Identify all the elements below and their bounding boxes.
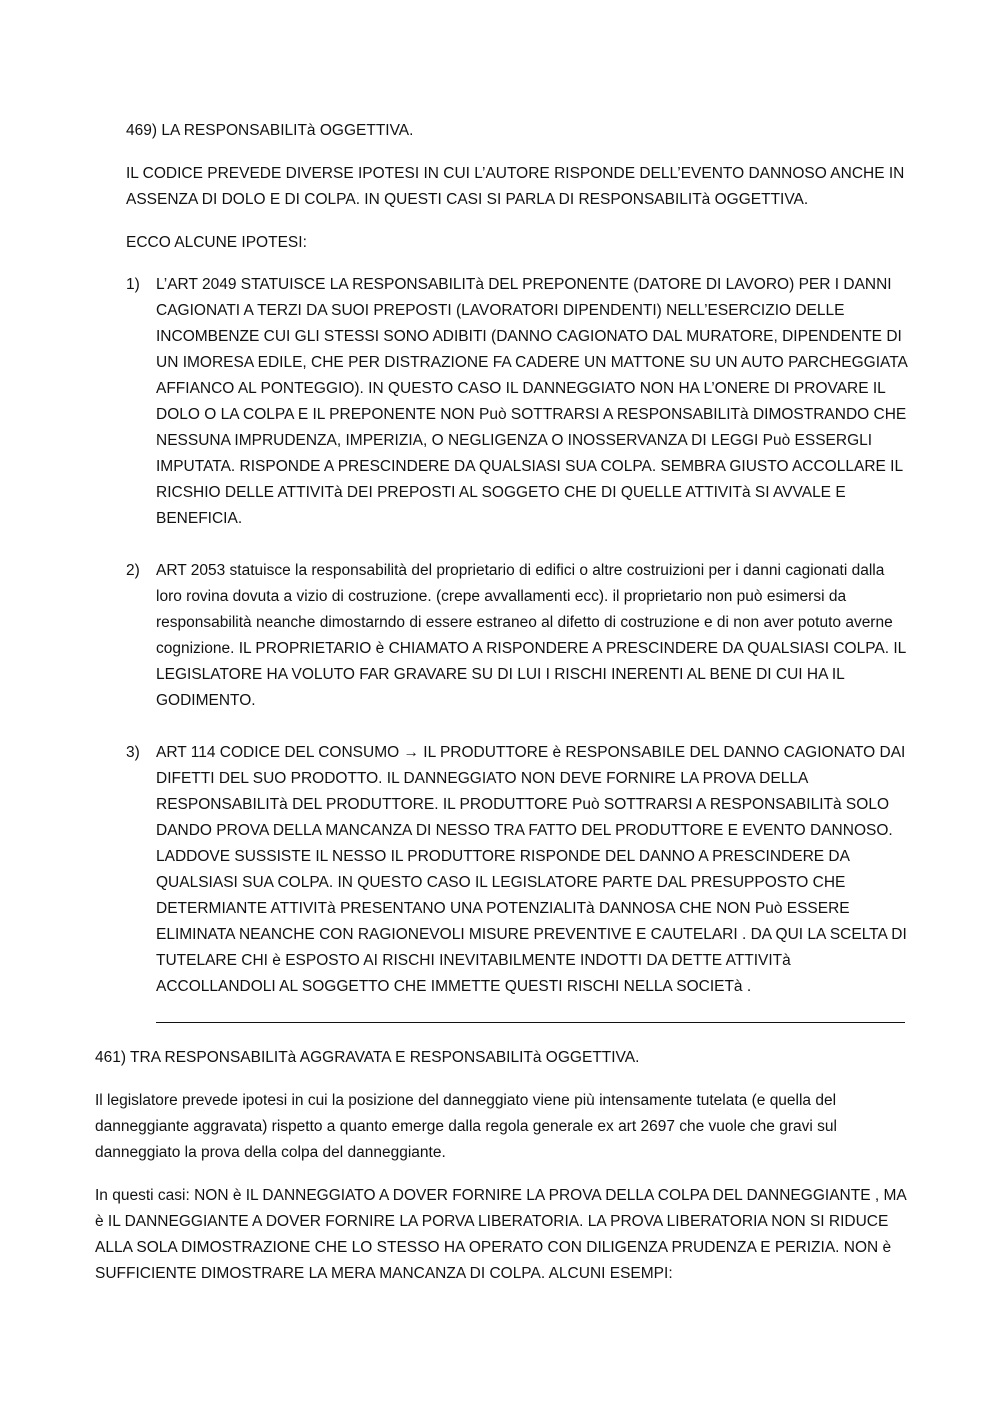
horizontal-rule (156, 1022, 905, 1023)
list-number: 2) (126, 562, 140, 579)
list-number: 1) (126, 276, 140, 293)
body-paragraph-2: In questi casi: NON è IL DANNEGGIATO A DOVER FORNIRE LA PROVA DELLA COLPA DEL DANNEGGIANTE , MA è IL DANNEGGIANTE A DOVER FORNIRE LA PORVA LIBERATORIA. LA PROVA LIBERATORIA NON SI RIDUCE ALLA SOLA DIMOSTRAZIONE CHE LO STESSO HA OPERATO CON DILIGENZA PRUDENZA E PERIZIA. NON è SUFFICIENTE DIMOSTRARE LA MERA MANCANZA DI COLPA. ALCUNI ESEMPI: (95, 1187, 906, 1282)
list-intro: ECCO ALCUNE IPOTESI: (126, 234, 307, 251)
section-heading-469: 469) LA RESPONSABILITà OGGETTIVA. (126, 122, 414, 139)
intro-paragraph: IL CODICE PREVEDE DIVERSE IPOTESI IN CUI L’AUTORE RISPONDE DELL’EVENTO DANNOSO ANCHE IN ASSENZA DI DOLO E DI COLPA. IN QUESTI CASI SI PARLA DI RESPONSABILITà OGGETTIVA. (126, 165, 905, 208)
body-paragraph-1: Il legislatore prevede ipotesi in cui la posizione del danneggiato viene più intensamente tutelata (e quella del danneggiante aggravata) rispetto a quanto emerge dalla regola generale ex art 2697 che vuole che gravi sul danneggiato la prova della colpa del danneggiante. (95, 1092, 837, 1161)
list-item-text: L’ART 2049 STATUISCE LA RESPONSABILITà DEL PREPONENTE (DATORE DI LAVORO) PER I DANNI CAGIONATI A TERZI DA SUOI PREPOSTI (LAVORATORI DIPENDENTI) NELL’ESERCIZIO DELLE INCOMBENZE CUI GLI STESSI SONO ADIBITI (DANNO CAGIONATO DAL MURATORE, DIPENDENTE DI UN IMORESA EDILE, CHE PER DISTRAZIONE FA CADERE UN MATTONE SU UN AUTO PARCHEGGIATA AFFIANCO AL PONTEGGIO). IN QUESTO CASO IL DANNEGGIATO NON HA L’ONERE DI PROVARE IL DOLO O LA COLPA E IL PREPONENTE NON Può SOTTRARSI A RESPONSABILITà DIMOSTRANDO CHE NESSUNA IMPRUDENZA, IMPERIZIA, O NEGLIGENZA O INOSSERVANZA DI LEGGI Può ESSERGLI IMPUTATA. RISPONDE A PRESCINDERE DA QUALSIASI SUA COLPA. SEMBRA GIUSTO ACCOLLARE IL RICSHIO DELLE ATTIVITà DEI PREPOSTI AL SOGGETO CHE DI QUELLE ATTIVITà SI AVVALE E BENEFICIA. (156, 276, 908, 527)
list-item-text: ART 2053 statuisce la responsabilità del proprietario di edifici o altre costruizioni per i danni cagionati dalla loro rovina dovuta a vizio di costruzione. (crepe avvallamenti ecc). il proprietario non può esimersi da responsabilità neanche dimostarndo di essere estraneo al difetto di costruzione e di non aver potuto averne cognizione. IL PROPRIETARIO è CHIAMATO A RISPONDERE A PRESCINDERE DA QUALSIASI COLPA. IL LEGISLATORE HA VOLUTO FAR GRAVARE SU DI LUI I RISCHI INERENTI AL BENE DI CUI HA IL GODIMENTO. (156, 562, 906, 709)
list-item-text: ART 114 CODICE DEL CONSUMO → IL PRODUTTORE è RESPONSABILE DEL DANNO CAGIONATO DAI DIFETTI DEL SUO PRODOTTO. IL DANNEGGIATO NON DEVE FORNIRE LA PROVA DELLA RESPONSABILITà DEL PRODUTTORE. IL PRODUTTORE Può SOTTRARSI A RESPONSABILITà SOLO DANDO PROVA DELLA MANCANZA DI NESSO TRA FATTO DEL PRODUTTORE E EVENTO DANNOSO. LADDOVE SUSSISTE IL NESSO IL PRODUTTORE RISPONDE DEL DANNO A PRESCINDERE DA QUALSIASI SUA COLPA. IN QUESTO CASO IL LEGISLATORE PARTE DAL PRESUPPOSTO CHE DETERMIANTE ATTIVITà PRESENTANO UNA POTENZIALITà DANNOSA CHE NON Può ESSERE ELIMINATA NEANCHE CON RAGIONEVOLI MISURE PREVENTIVE E CAUTELARI . DA QUI LA SCELTA DI TUTELARE CHI è ESPOSTO AI RISCHI INEVITABILMENTE INDOTTI DA DETTE ATTIVITà ACCOLLANDOLI AL SOGGETTO CHE IMMETTE QUESTI RISCHI NELLA SOCIETà . (156, 744, 907, 995)
list-number: 3) (126, 744, 140, 761)
section-heading-461: 461) TRA RESPONSABILITà AGGRAVATA E RESPONSABILITà OGGETTIVA. (95, 1049, 640, 1066)
